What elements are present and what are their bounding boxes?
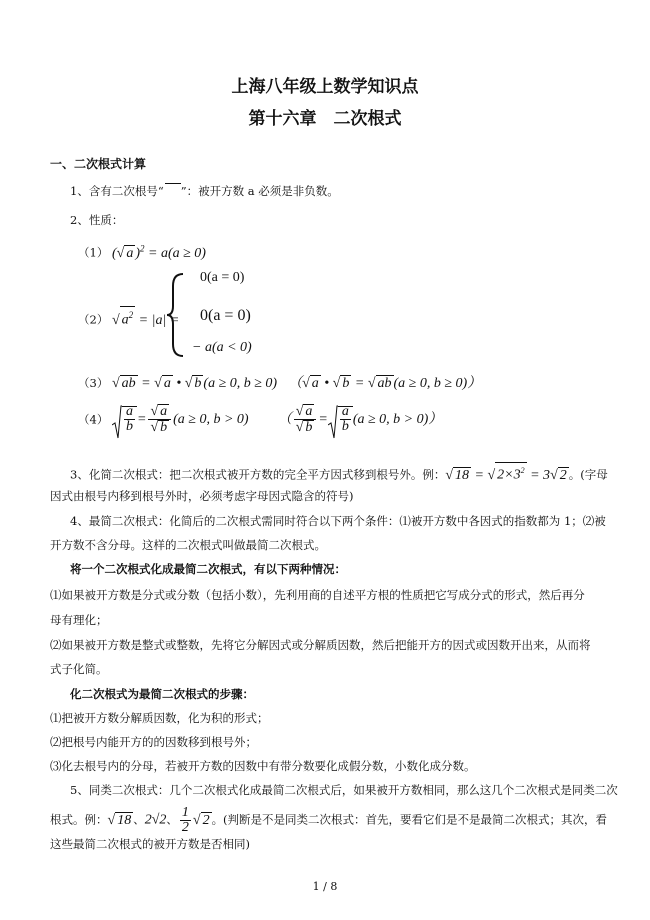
item-1-prefix: 1、含有二次根号“: [70, 184, 164, 198]
para-4-line-1: 4、最简二次根式：化简后的二次根式需同时符合以下两个条件：⑴被开方数中各因式的指数都为 1；⑵被: [70, 514, 606, 528]
sep-2: 、: [166, 812, 178, 827]
step-1: ⑴把被开方数分解质因数，化为积的形式；: [50, 711, 269, 725]
property-1-formula: (√ a )$^2$ = a(a ≥ 0): [111, 243, 206, 261]
para-5-line-3: 这些最简二次根式的被开方数是否相同): [50, 837, 250, 851]
example-half-sqrt2: $\frac{1}{2}$ √ 2: [181, 805, 210, 835]
property-3-formula: √ ab = √ a • √ b (a ≥ 0, b ≥ 0): [111, 376, 278, 391]
property-4: [78, 404, 442, 435]
property-1-label: （1）: [78, 245, 109, 260]
property-2-lhs: √ $a^2 = |a|$ =: [112, 313, 179, 328]
property-1: [78, 240, 206, 262]
case-2: [200, 307, 251, 325]
property-3: [78, 375, 481, 392]
item-2: 2、性质：: [70, 213, 124, 227]
para-3-example: √ 18 = √ $2\times 3^2 = 3√$ 2: [445, 468, 568, 483]
case-2-line-2: 式子化简。: [50, 662, 108, 676]
case-2-line-1: ⑵如果被开方数是整式或整数，先将它分解因式或分解质因数，然后把能开方的因式或因数开出来，从而将: [50, 638, 591, 652]
item-1: [70, 183, 339, 200]
para-5-prefix: 根式。例：: [50, 812, 108, 827]
case-1-line-1: ⑴如果被开方数是分式或分数（包括小数），先利用商的自述平方根的性质把它写成分式的形式，然后再分: [50, 588, 585, 602]
para-4-line-2: 开方数不含分母。这样的二次根式叫做最简二次根式。: [50, 538, 326, 552]
paren-open: （: [277, 411, 292, 427]
item-1-suffix: ”：被开方数 a 必须是非负数。: [180, 184, 339, 198]
para-3-text: 3、化简二次根式：把二次根式被开方数的完全平方因式移到根号外。例：: [70, 467, 446, 482]
property-2-mid: = |a| =: [138, 312, 180, 328]
property-3-alt: （√ a • √ b = √ ab (a ≥ 0, b ≥ 0)）: [288, 376, 482, 391]
step-2: ⑵把根号内能开方的的因数移到根号外；: [50, 735, 257, 749]
example-sqrt-18: √ 18: [107, 812, 132, 828]
case-1: [200, 270, 244, 286]
bold-heading-2: 化二次根式为最简二次根式的步骤：: [70, 687, 254, 701]
para-5-line-2: [50, 806, 607, 835]
chapter-title: 第十六章 二次根式: [248, 109, 402, 129]
para-5-suffix: 。(判断是不是同类二次根式：首先，要看它们是不是最简二次根式；其次，看: [211, 812, 608, 827]
page-number: 1 / 8: [312, 880, 338, 893]
left-brace-icon: [165, 272, 187, 358]
property-3-cond: (a ≥ 0, b ≥ 0): [203, 376, 278, 391]
property-1-rhs: = a(a ≥ 0): [148, 245, 206, 261]
case-3-text: − a(a < 0): [192, 340, 252, 355]
property-4-label: （4）: [78, 412, 109, 427]
paren-close: ）: [428, 411, 443, 427]
step-3: ⑶化去根号内的分母，若被开方数的因数中有带分数要化成假分数，小数化成分数。: [50, 759, 476, 773]
section-heading: 一、二次根式计算: [50, 157, 147, 171]
para-3-line-1: [70, 462, 608, 484]
page-title: 上海八年级上数学知识点: [231, 77, 419, 97]
property-3-label: （3）: [78, 376, 109, 390]
para-5-line-1: 5、同类二次根式：几个二次根式化成最简二次根式后，如果被开方数相同，那么这几个二次根式是同类二次: [70, 783, 618, 797]
sep-1: 、: [133, 812, 145, 827]
property-4-alt: （ $\frac{√ a}{√ b}$ = $\frac{a}{b}$ (a ≥ 0, b > 0)）: [278, 412, 443, 427]
case-2-text: 0(a = 0): [200, 307, 251, 324]
para-3-line-2: 因式由根号内移到根号外时，必须考虑字母因式隐含的符号): [50, 489, 354, 503]
property-4-alt-cond: (a ≥ 0, b > 0): [352, 411, 429, 427]
bold-heading-1: 将一个二次根式化成最简二次根式，有以下两种情况：: [70, 562, 346, 576]
case-1-text: 0(a = 0): [200, 270, 245, 285]
case-3: [192, 340, 252, 356]
property-4-formula: $\frac{a}{b}$ = $\frac{√ a}{√ b}$ (a ≥ 0, b > 0): [112, 412, 252, 427]
para-3-tail: 。(字母: [568, 467, 608, 482]
example-2sqrt2: 2√2: [144, 812, 167, 828]
property-4-cond: (a ≥ 0, b > 0): [173, 411, 249, 427]
radical-sign: [164, 184, 181, 199]
case-1-line-2: 母有理化；: [50, 613, 108, 627]
property-2-label: （2）: [78, 312, 109, 327]
